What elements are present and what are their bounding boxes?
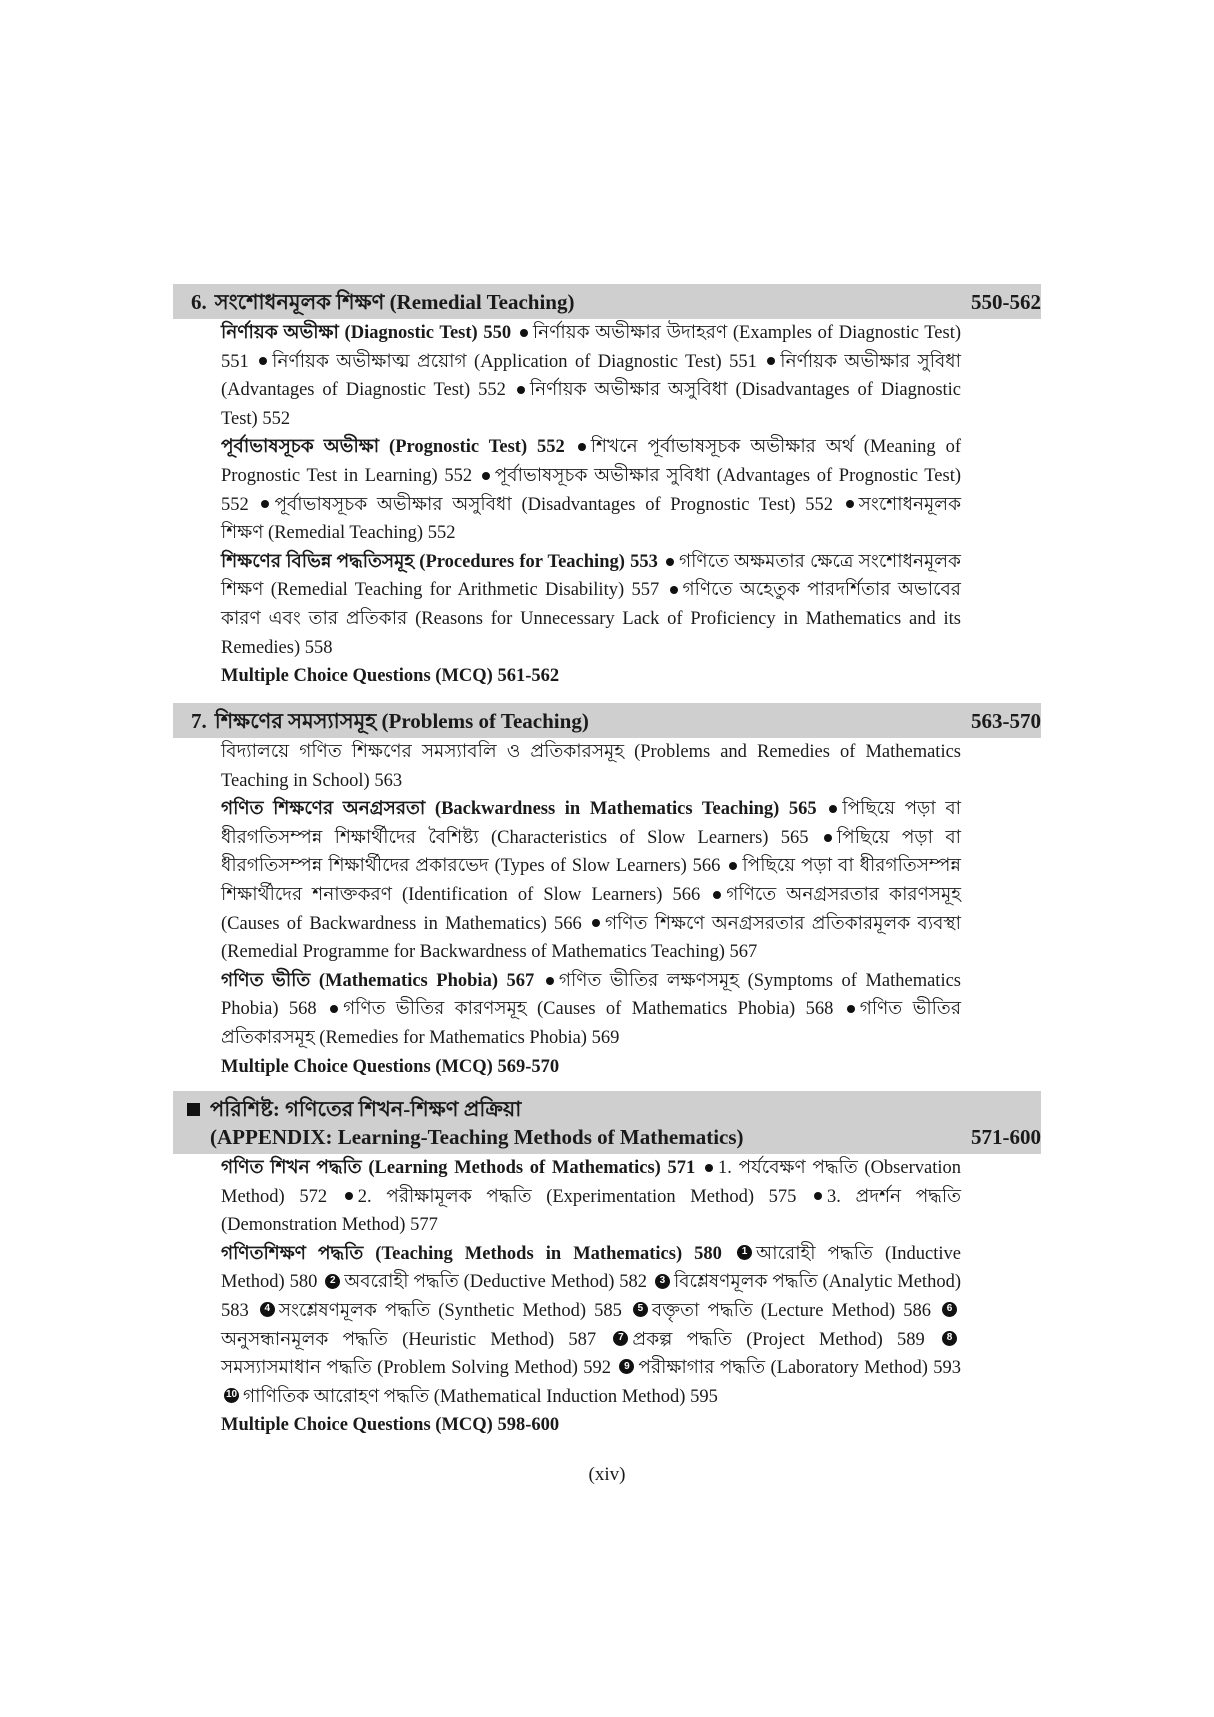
bullet-icon [767,357,775,365]
section-title-bengali: পরিশিষ্ট: গণিতের শিখন-শিক্ষণ প্রক্রিয়া [210,1097,522,1121]
entry-item: পিছিয়ে পড়া বা ধীরগতিসম্পন্ন শিক্ষার্থীদের প্রকারভেদ (Types of Slow Learners) 566 [221,827,962,877]
page-range: 563-570 [971,709,1041,733]
page-range: 571-600 [971,1125,1041,1149]
bullet-icon [592,919,600,927]
section-7 [173,703,1041,1081]
entry-paragraph [221,433,961,547]
bullet-icon [847,1005,855,1013]
bullet-icon [517,386,525,394]
circled-number-icon: 8 [942,1331,957,1346]
section-number: 6. [191,290,207,314]
bullet-icon [259,357,267,365]
entry-paragraph [221,738,961,795]
entry-item: অনুসন্ধানমূলক পদ্ধতি (Heuristic Method) 587 [221,1329,597,1350]
entry-paragraph [221,319,961,433]
page-number: (xiv) [588,1464,626,1485]
section-title-english: (APPENDIX: Learning-Teaching Methods of Mathematics) [210,1125,744,1149]
bullet-icon [729,862,737,870]
square-bullet-icon [187,1103,200,1116]
entry-item: অবরোহী পদ্ধতি (Deductive Method) 582 [344,1272,648,1293]
entry-item: প্রকল্প পদ্ধতি (Project Method) 589 [632,1329,925,1350]
mcq-entry: Multiple Choice Questions (MCQ) 569-570 [221,1056,560,1077]
section-title: শিক্ষণের সমস্যাসমূহ (Problems of Teaching) [214,709,589,733]
bullet-icon [482,472,490,480]
entry-lead: নির্ণায়ক অভীক্ষা (Diagnostic Test) 550 [221,323,512,343]
entry-lead: গণিত শিক্ষণের অনগ্রসরতা (Backwardness in Mathematics Teaching) 565 [221,799,817,820]
section-body [173,1154,961,1440]
bullet-icon [578,443,586,451]
entry-item: 2. পরীক্ষামূলক পদ্ধতি (Experimentation Method) 575 [357,1186,797,1207]
section-body [173,738,961,1081]
circled-number-icon: 2 [325,1274,340,1289]
entry-item: গণিত শিক্ষণে অনগ্রসরতার প্রতিকারমূলক ব্যবস্থা (Remedial Programme for Backwardness of Mathematics Teaching) 567 [221,913,961,963]
entry-item: নির্ণায়ক অভীক্ষাত্ম প্রয়োগ (Application of Diagnostic Test) 551 [272,351,757,372]
entry-paragraph [221,548,961,662]
section-header [173,1091,1041,1154]
entry-lead: গণিত ভীতি (Mathematics Phobia) 567 [221,970,535,991]
entry-item: আরোহী পদ্ধতি (Inductive Method) 580 [221,1243,962,1293]
bullet-icon [814,1192,822,1200]
bullet-icon [546,977,554,985]
bullet-icon [670,586,678,594]
entry-item: নির্ণায়ক অভীক্ষার অসুবিধা (Disadvantages of Diagnostic Test) 552 [221,380,962,429]
section-6 [173,284,1041,691]
bullet-icon [261,500,269,508]
bullet-icon [705,1164,713,1172]
entry-paragraph [221,1240,961,1412]
bullet-icon [824,834,832,842]
entry-item: বক্তৃতা পদ্ধতি (Lecture Method) 586 [651,1300,931,1321]
section-body [173,319,961,691]
entry-item: গণিতে অক্ষমতার ক্ষেত্রে সংশোধনমূলক শিক্ষণ (Remedial Teaching for Arithmetic Disability) 557 [221,551,961,601]
entry-item: 1. পর্যবেক্ষণ পদ্ধতি (Observation Method) 572 [221,1158,961,1207]
entry-item: গণিত ভীতির লক্ষণসমূহ (Symptoms of Mathematics Phobia) 568 [221,970,961,1020]
entry-lead: গণিত শিখন পদ্ধতি (Learning Methods of Mathematics) 571 [221,1158,696,1178]
circled-number-icon: 7 [613,1331,628,1346]
entry-item: পিছিয়ে পড়া বা ধীরগতিসম্পন্ন শিক্ষার্থীদের শনাক্তকরণ (Identification of Slow Learners) 566 [221,856,961,905]
section-appendix [173,1091,1041,1440]
entry-item: পূর্বাভাষসূচক অভীক্ষার সুবিধা (Advantages of Prognostic Test) 552 [221,465,961,515]
entry-item: সংশোধনমূলক শিক্ষণ (Remedial Teaching) 552 [221,494,962,544]
entry-item: সংশ্লেষণমূলক পদ্ধতি (Synthetic Method) 585 [278,1300,622,1321]
entry-paragraph [221,967,961,1053]
circled-number-icon: 3 [655,1274,670,1289]
mcq-entry: Multiple Choice Questions (MCQ) 598-600 [221,1415,560,1436]
bullet-icon [666,558,674,566]
bullet-icon [713,891,721,899]
entry-item: বিদ্যালয়ে গণিত শিক্ষণের সমস্যাবলি ও প্রতিকারসমূহ (Problems and Remedies of Mathematics Teaching in School) 563 [221,742,961,791]
entry-item: গণিতে অহেতুক পারদর্শিতার অভাবের কারণ এবং তার প্রতিকার (Reasons for Unnecessary Lack of Proficiency in Mathematics and its Remedies) 558 [221,580,961,658]
mcq-entry: Multiple Choice Questions (MCQ) 561-562 [221,666,560,687]
entry-item: গণিতে অনগ্রসরতার কারণসমূহ (Causes of Backwardness in Mathematics) 566 [221,884,962,934]
circled-number-icon: 4 [260,1302,275,1317]
section-header [173,284,1041,319]
entry-item: নির্ণায়ক অভীক্ষার সুবিধা (Advantages of Diagnostic Test) 552 [221,351,962,401]
entry-item: পিছিয়ে পড়া বা ধীরগতিসম্পন্ন শিক্ষার্থীদের বৈশিষ্ট্য (Characteristics of Slow Learners) 565 [221,799,962,848]
entry-item: পরীক্ষাগার পদ্ধতি (Laboratory Method) 593 [638,1358,962,1379]
entry-item: বিশ্লেষণমূলক পদ্ধতি (Analytic Method) 583 [221,1272,961,1321]
entry-item: গণিত ভীতির প্রতিকারসমূহ (Remedies for Mathematics Phobia) 569 [221,999,961,1048]
section-title: সংশোধনমূলক শিক্ষণ (Remedial Teaching) [214,290,575,314]
bullet-icon [520,329,528,337]
circled-number-icon: 9 [619,1359,634,1374]
page-range: 550-562 [971,290,1041,314]
bullet-icon [345,1192,353,1200]
entry-item: শিখনে পূর্বাভাষসূচক অভীক্ষার অর্থ (Meaning of Prognostic Test in Learning) 552 [221,437,962,486]
bullet-icon [330,1005,338,1013]
circled-number-icon: 10 [224,1388,239,1403]
entry-item: পূর্বাভাষসূচক অভীক্ষার অসুবিধা (Disadvantages of Prognostic Test) 552 [274,494,833,515]
entry-lead: শিক্ষণের বিভিন্ন পদ্ধতিসমূহ (Procedures for Teaching) 553 [221,551,658,572]
circled-number-icon: 1 [737,1245,752,1260]
entry-item: গাণিতিক আরোহণ পদ্ধতি (Mathematical Induction Method) 595 [243,1386,718,1407]
entry-paragraph [221,1154,961,1240]
entry-lead: গণিতশিক্ষণ পদ্ধতি (Teaching Methods in Mathematics) 580 [221,1243,722,1264]
entry-lead: পূর্বাভাষসূচক অভীক্ষা (Prognostic Test) 552 [221,437,565,458]
entry-paragraph [221,795,961,967]
circled-number-icon: 5 [633,1302,648,1317]
entry-item: গণিত ভীতির কারণসমূহ (Causes of Mathematics Phobia) 568 [343,999,834,1020]
entry-item: নির্ণায়ক অভীক্ষার উদাহরণ (Examples of Diagnostic Test) 551 [221,323,962,372]
circled-number-icon: 6 [942,1302,957,1317]
section-number: 7. [191,709,207,733]
section-header [173,703,1041,738]
entry-item: সমস্যাসমাধান পদ্ধতি (Problem Solving Method) 592 [221,1358,612,1379]
bullet-icon [846,500,854,508]
entry-item: 3. প্রদর্শন পদ্ধতি (Demonstration Method) 577 [221,1186,962,1236]
bullet-icon [829,805,837,813]
